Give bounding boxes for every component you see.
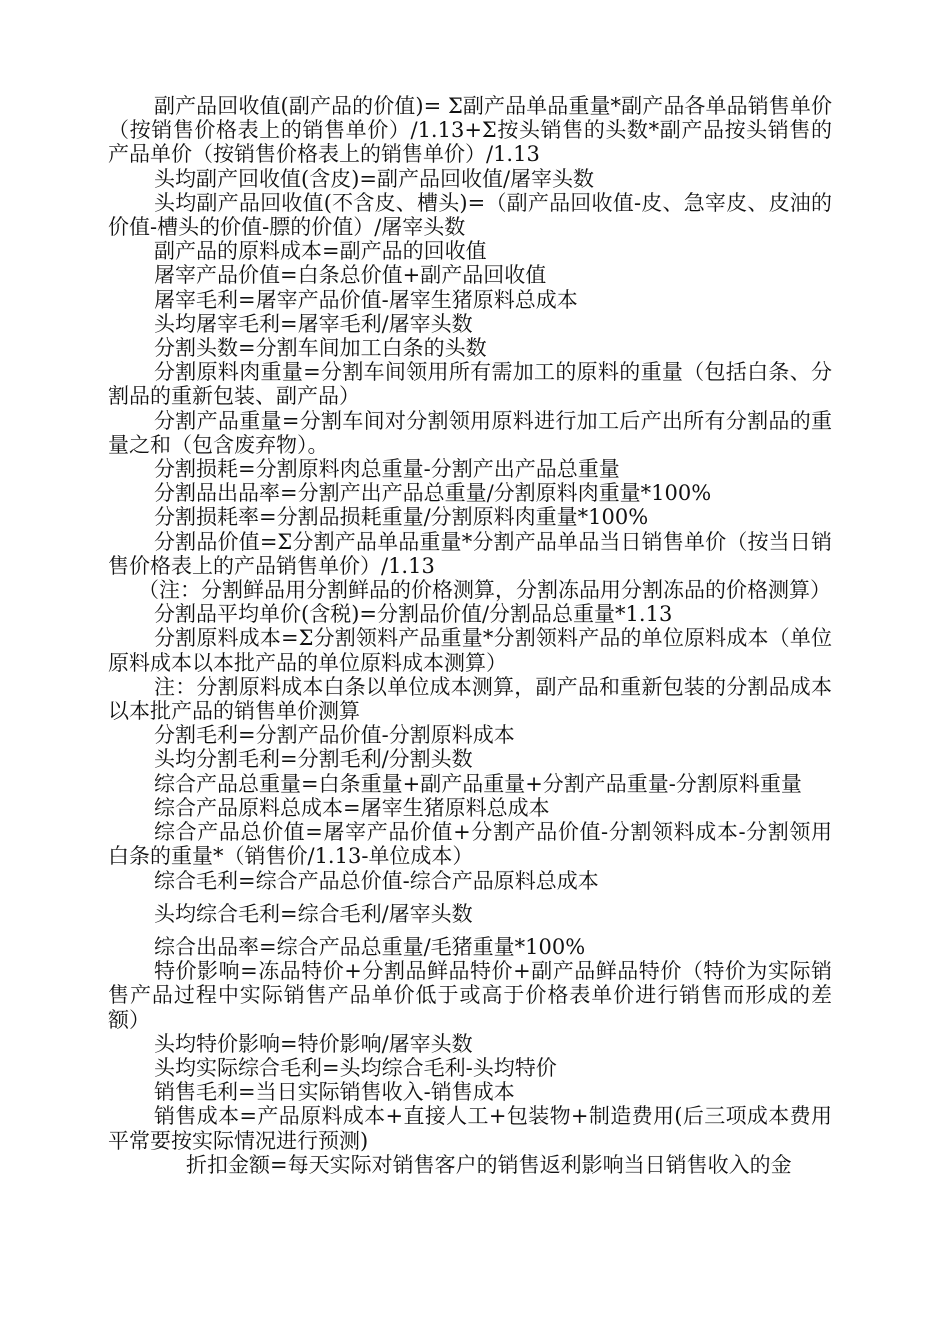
note-cutting-price-basis: （注：分割鲜品用分割鲜品的价格测算，分割冻品用分割冻品的价格测算） — [138, 578, 831, 603]
formula-combined-gross-profit: 综合毛利=综合产品总价值-综合产品原料总成本 — [154, 868, 599, 893]
formula-cutting-avg-price: 分割品平均单价(含税)=分割品价值/分割品总重量*1.13 — [154, 602, 673, 627]
formula-avg-slaughter-gross-profit: 头均屠宰毛利=屠宰毛利/屠宰头数 — [154, 311, 473, 336]
formula-sales-gross-profit: 销售毛利=当日实际销售收入-销售成本 — [154, 1080, 515, 1105]
formula-combined-total-weight: 综合产品总重量=白条重量+副产品重量+分割产品重量-分割原料重量 — [154, 771, 802, 796]
formula-cutting-gross-profit: 分割毛利=分割产品价值-分割原料成本 — [154, 723, 515, 748]
formula-discount-amount: 折扣金额=每天实际对销售客户的销售返利影响当日销售收入的金 — [186, 1152, 792, 1177]
formula-cutting-loss: 分割损耗=分割原料肉总重量-分割产出产品总重量 — [154, 457, 620, 482]
formula-combined-raw-cost: 综合产品原料总成本=屠宰生猪原料总成本 — [154, 795, 550, 820]
formula-cutting-loss-rate: 分割损耗率=分割品损耗重量/分割原料肉重量*100% — [154, 505, 649, 530]
formula-byproduct-material-cost: 副产品的原料成本=副产品的回收值 — [154, 239, 487, 264]
formula-avg-byproduct-recovery-with-skin: 头均副产回收值(含皮)=副产品回收值/屠宰头数 — [154, 166, 595, 191]
formula-sales-cost: 销售成本=产品原料成本+直接人工+包装物+制造费用(后三项成本费用平常要按实际情况进行预测) — [108, 1104, 832, 1153]
formula-avg-cutting-gross-profit: 头均分割毛利=分割毛利/分割头数 — [154, 747, 473, 772]
note-cutting-raw-cost: 注：分割原料成本白条以单位成本测算，副产品和重新包装的分割品成本以本批产品的销售单价测算 — [108, 674, 832, 724]
formula-avg-special-price-impact: 头均特价影响=特价影响/屠宰头数 — [154, 1031, 473, 1056]
formula-cutting-raw-meat-weight: 分割原料肉重量=分割车间领用所有需加工的原料的重量（包括白条、分割品的重新包装、副产品） — [108, 360, 832, 409]
formula-slaughter-product-value: 屠宰产品价值=白条总价值+副产品回收值 — [154, 263, 547, 288]
formula-avg-byproduct-recovery-without-skin: 头均副产品回收值(不含皮、槽头)=（副产品回收值-皮、急宰皮、皮油的价值-槽头的价值-膘的价值）/屠宰头数 — [108, 190, 832, 240]
formula-cutting-raw-cost: 分割原料成本=Σ分割领料产品重量*分割领料产品的单位原料成本（单位原料成本以本批产品的单位原料成本测算） — [108, 626, 832, 675]
document-page — [108, 94, 832, 1177]
formula-special-price-impact: 特价影响=冻品特价+分割品鲜品特价+副产品鲜品特价（特价为实际销售产品过程中实际销售产品单价低于或高于价格表单价进行销售而形成的差额） — [108, 959, 832, 1032]
formula-cutting-yield-rate: 分割品出品率=分割产出产品总重量/分割原料肉重量*100% — [154, 481, 712, 506]
formula-combined-total-value: 综合产品总价值=屠宰产品价值+分割产品价值-分割领料成本-分割领用白条的重量*（销售价/1.13-单位成本） — [108, 820, 832, 869]
formula-byproduct-recovery-value: 副产品回收值(副产品的价值)= Σ副产品单品重量*副产品各单品销售单价（按销售价格表上的销售单价）/1.13+Σ按头销售的头数*副产品按头销售的产品单价（按销售价格表上的销售单价）/1.13 — [108, 94, 832, 167]
formula-slaughter-gross-profit: 屠宰毛利=屠宰产品价值-屠宰生猪原料总成本 — [154, 287, 578, 312]
formula-combined-yield-rate: 综合出品率=综合产品总重量/毛猪重量*100% — [154, 934, 586, 959]
formula-cutting-head-count: 分割头数=分割车间加工白条的头数 — [154, 336, 487, 361]
formula-avg-combined-gross-profit: 头均综合毛利=综合毛利/屠宰头数 — [154, 901, 473, 926]
formula-cutting-product-value: 分割品价值=Σ分割产品单品重量*分割产品单品当日销售单价（按当日销售价格表上的产品销售单价）/1.13 — [108, 529, 832, 578]
formula-avg-actual-combined-profit: 头均实际综合毛利=头均综合毛利-头均特价 — [154, 1055, 557, 1080]
formula-cutting-product-weight: 分割产品重量=分割车间对分割领用原料进行加工后产出所有分割品的重量之和（包含废弃物）。 — [108, 408, 832, 457]
